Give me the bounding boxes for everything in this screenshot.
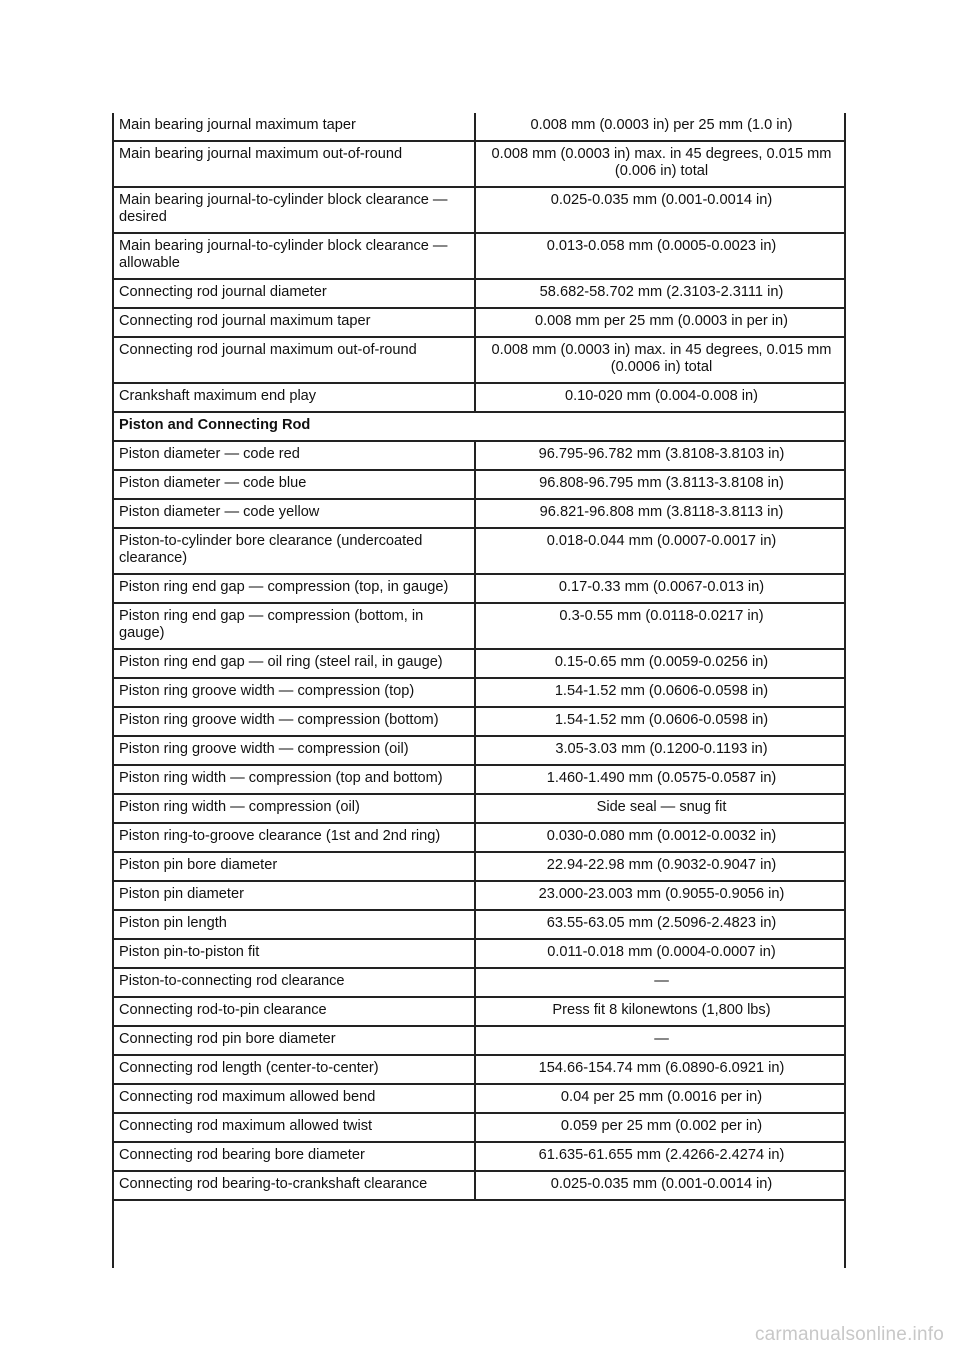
- spec-row: [112, 939, 846, 968]
- spec-row: [112, 1113, 846, 1142]
- spec-value: 58.682-58.702 mm (2.3103-2.3111 in): [475, 279, 846, 308]
- spec-row: [112, 499, 846, 528]
- spec-label: Piston ring groove width — compression (top): [112, 678, 475, 707]
- spec-value: 1.54-1.52 mm (0.0606-0.0598 in): [475, 707, 846, 736]
- spec-row: [112, 603, 846, 649]
- spec-row: [112, 707, 846, 736]
- spec-value: 0.008 mm per 25 mm (0.0003 in per in): [475, 308, 846, 337]
- spec-label: Connecting rod-to-pin clearance: [112, 997, 475, 1026]
- spec-value: 61.635-61.655 mm (2.4266-2.4274 in): [475, 1142, 846, 1171]
- spec-value: 0.10-020 mm (0.004-0.008 in): [475, 383, 846, 412]
- spec-row: [112, 441, 846, 470]
- spec-row: [112, 794, 846, 823]
- spec-label: Connecting rod length (center-to-center): [112, 1055, 475, 1084]
- spec-value: 96.795-96.782 mm (3.8108-3.8103 in): [475, 441, 846, 470]
- spec-label: Main bearing journal-to-cylinder block clearance — allowable: [112, 233, 475, 279]
- table-right-border: [844, 113, 846, 1268]
- spec-label: Main bearing journal-to-cylinder block clearance — desired: [112, 187, 475, 233]
- spec-label: Piston diameter — code red: [112, 441, 475, 470]
- spec-row: [112, 470, 846, 499]
- spec-row: [112, 187, 846, 233]
- spec-value: 0.018-0.044 mm (0.0007-0.0017 in): [475, 528, 846, 574]
- spec-row: [112, 1055, 846, 1084]
- spec-row: [112, 113, 846, 141]
- spec-row: [112, 678, 846, 707]
- spec-value: 1.460-1.490 mm (0.0575-0.0587 in): [475, 765, 846, 794]
- spec-value: 3.05-3.03 mm (0.1200-0.1193 in): [475, 736, 846, 765]
- spec-row: [112, 910, 846, 939]
- spec-row: [112, 308, 846, 337]
- spec-value: 0.008 mm (0.0003 in) max. in 45 degrees, 0.015 mm (0.006 in) total: [475, 141, 846, 187]
- spec-row: [112, 1084, 846, 1113]
- spec-value: 0.3-0.55 mm (0.0118-0.0217 in): [475, 603, 846, 649]
- spec-label: Piston pin-to-piston fit: [112, 939, 475, 968]
- spec-value: 0.059 per 25 mm (0.002 per in): [475, 1113, 846, 1142]
- spec-value: 0.17-0.33 mm (0.0067-0.013 in): [475, 574, 846, 603]
- spec-value: 0.025-0.035 mm (0.001-0.0014 in): [475, 1171, 846, 1200]
- spec-value: 0.013-0.058 mm (0.0005-0.0023 in): [475, 233, 846, 279]
- spec-label: Connecting rod journal diameter: [112, 279, 475, 308]
- spec-value: 0.030-0.080 mm (0.0012-0.0032 in): [475, 823, 846, 852]
- spec-row: [112, 765, 846, 794]
- spec-label: Piston diameter — code yellow: [112, 499, 475, 528]
- section-heading: Piston and Connecting Rod: [112, 412, 846, 441]
- spec-label: Connecting rod journal maximum out-of-round: [112, 337, 475, 383]
- spec-label: Piston ring end gap — compression (top, in gauge): [112, 574, 475, 603]
- spec-value: 96.808-96.795 mm (3.8113-3.8108 in): [475, 470, 846, 499]
- spec-label: Connecting rod bearing bore diameter: [112, 1142, 475, 1171]
- section-row: [112, 412, 846, 441]
- spec-label: Piston pin bore diameter: [112, 852, 475, 881]
- watermark: carmanualsonline.info: [754, 1324, 944, 1345]
- spec-label: Piston pin diameter: [112, 881, 475, 910]
- spec-value: Side seal — snug fit: [475, 794, 846, 823]
- spec-label: Piston diameter — code blue: [112, 470, 475, 499]
- spec-label: Connecting rod bearing-to-crankshaft clearance: [112, 1171, 475, 1200]
- spec-row: [112, 528, 846, 574]
- spec-row: [112, 823, 846, 852]
- spec-row: [112, 1171, 846, 1200]
- spec-value: 154.66-154.74 mm (6.0890-6.0921 in): [475, 1055, 846, 1084]
- spec-label: Piston-to-connecting rod clearance: [112, 968, 475, 997]
- spec-row: [112, 968, 846, 997]
- spec-value: 22.94-22.98 mm (0.9032-0.9047 in): [475, 852, 846, 881]
- spec-label: Connecting rod journal maximum taper: [112, 308, 475, 337]
- spec-label: Piston ring width — compression (oil): [112, 794, 475, 823]
- spec-table-body: [112, 113, 846, 1200]
- spec-label: Piston ring groove width — compression (bottom): [112, 707, 475, 736]
- spec-row: [112, 574, 846, 603]
- spec-row: [112, 736, 846, 765]
- spec-row: [112, 649, 846, 678]
- spec-value: 0.011-0.018 mm (0.0004-0.0007 in): [475, 939, 846, 968]
- spec-value: 0.04 per 25 mm (0.0016 per in): [475, 1084, 846, 1113]
- spec-value: 23.000-23.003 mm (0.9055-0.9056 in): [475, 881, 846, 910]
- spec-label: Connecting rod maximum allowed bend: [112, 1084, 475, 1113]
- spec-row: [112, 852, 846, 881]
- spec-row: [112, 881, 846, 910]
- spec-label: Piston ring end gap — compression (bottom, in gauge): [112, 603, 475, 649]
- spec-value: 1.54-1.52 mm (0.0606-0.0598 in): [475, 678, 846, 707]
- spec-label: Main bearing journal maximum out-of-round: [112, 141, 475, 187]
- spec-label: Connecting rod maximum allowed twist: [112, 1113, 475, 1142]
- spec-value: 63.55-63.05 mm (2.5096-2.4823 in): [475, 910, 846, 939]
- spec-label: Main bearing journal maximum taper: [112, 113, 475, 141]
- spec-row: [112, 997, 846, 1026]
- spec-row: [112, 233, 846, 279]
- spec-value: —: [475, 968, 846, 997]
- spec-label: Connecting rod pin bore diameter: [112, 1026, 475, 1055]
- spec-row: [112, 337, 846, 383]
- spec-table: [112, 113, 846, 1201]
- spec-row: [112, 1026, 846, 1055]
- spec-value: 0.008 mm (0.0003 in) max. in 45 degrees, 0.015 mm (0.0006 in) total: [475, 337, 846, 383]
- spec-value: 0.008 mm (0.0003 in) per 25 mm (1.0 in): [475, 113, 846, 141]
- spec-row: [112, 141, 846, 187]
- spec-row: [112, 1142, 846, 1171]
- spec-label: Piston ring-to-groove clearance (1st and 2nd ring): [112, 823, 475, 852]
- spec-value: 96.821-96.808 mm (3.8118-3.8113 in): [475, 499, 846, 528]
- table-left-border: [112, 113, 114, 1268]
- spec-label: Piston-to-cylinder bore clearance (undercoated clearance): [112, 528, 475, 574]
- spec-row: [112, 279, 846, 308]
- spec-label: Crankshaft maximum end play: [112, 383, 475, 412]
- spec-label: Piston ring width — compression (top and bottom): [112, 765, 475, 794]
- spec-sheet: [112, 113, 846, 1268]
- spec-row: [112, 383, 846, 412]
- spec-value: —: [475, 1026, 846, 1055]
- spec-label: Piston ring groove width — compression (oil): [112, 736, 475, 765]
- spec-label: Piston pin length: [112, 910, 475, 939]
- spec-value: Press fit 8 kilonewtons (1,800 lbs): [475, 997, 846, 1026]
- spec-value: 0.025-0.035 mm (0.001-0.0014 in): [475, 187, 846, 233]
- spec-value: 0.15-0.65 mm (0.0059-0.0256 in): [475, 649, 846, 678]
- spec-label: Piston ring end gap — oil ring (steel rail, in gauge): [112, 649, 475, 678]
